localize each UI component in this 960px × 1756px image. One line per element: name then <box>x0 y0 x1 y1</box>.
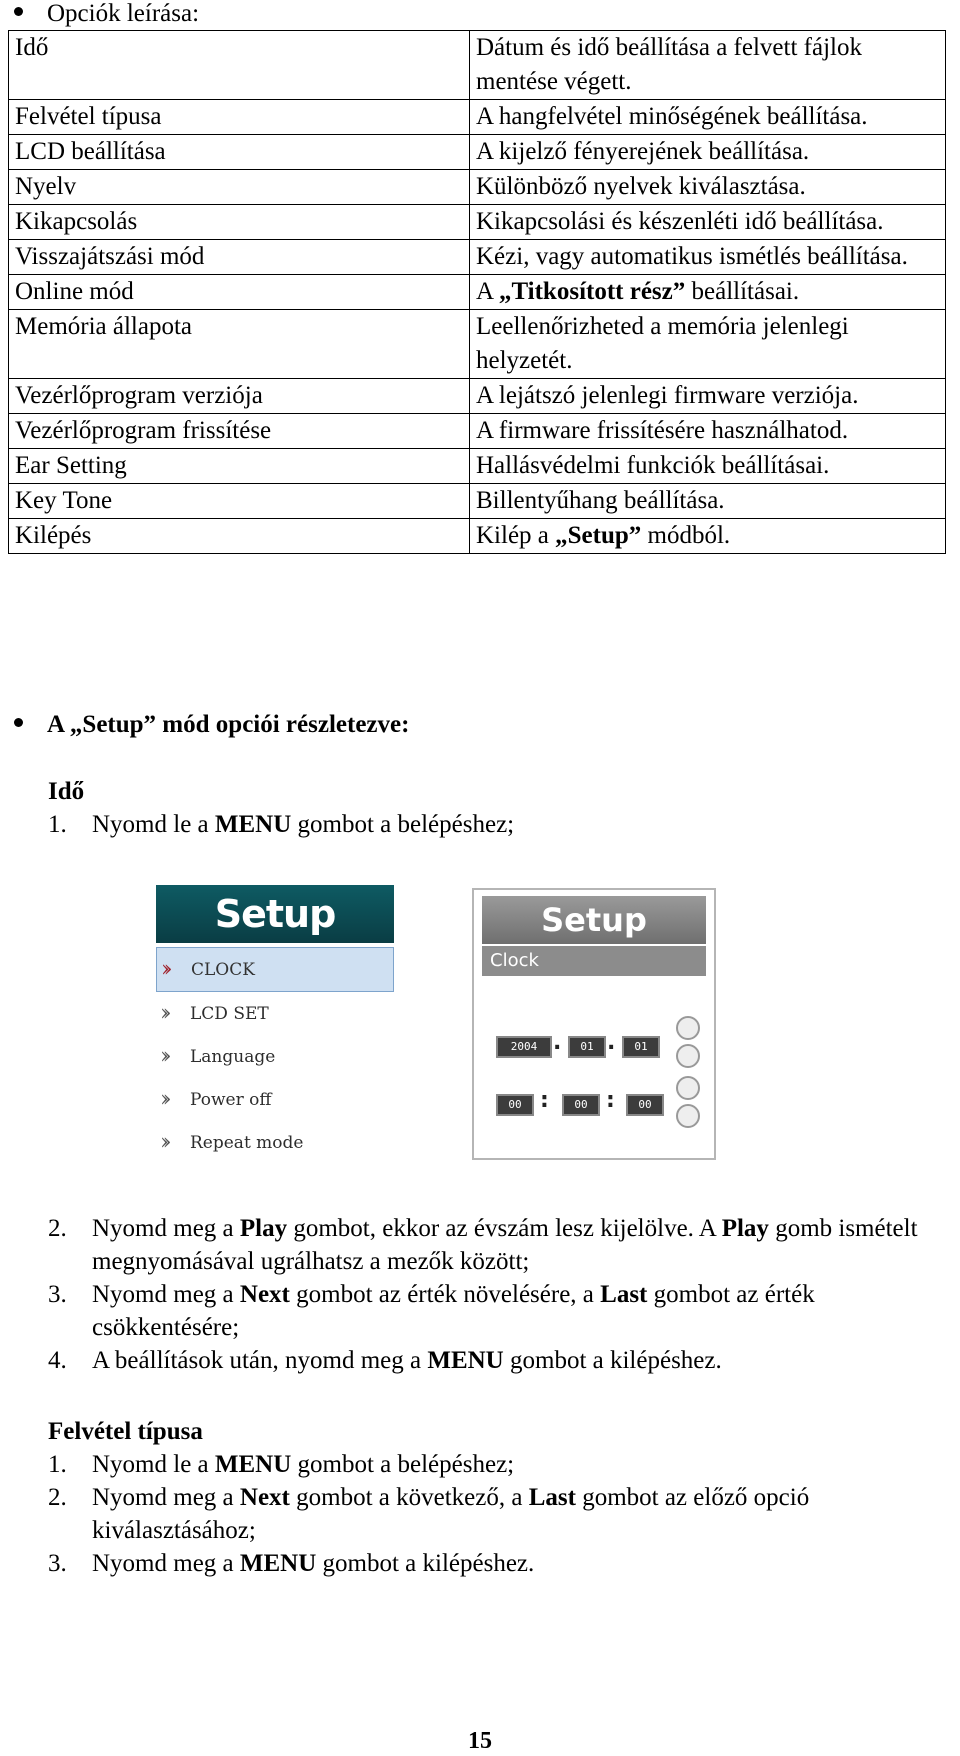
table-row <box>9 449 946 484</box>
option-description: A hangfelvétel minőségének beállítása. <box>470 100 946 135</box>
setup-heading: A „Setup” mód opciói részletezve: <box>47 711 410 738</box>
table-row <box>9 414 946 449</box>
table-row <box>9 484 946 519</box>
double-chevron-icon: ›› <box>160 1001 166 1026</box>
option-description: A „Titkosított rész” beállításai. <box>470 275 946 310</box>
step-number: 3. <box>48 1281 67 1308</box>
screenshot-title: Setup <box>482 896 706 944</box>
option-name: Memória állapota <box>9 310 470 379</box>
table-row <box>9 205 946 240</box>
option-name: LCD beállítása <box>9 135 470 170</box>
double-chevron-icon: ›› <box>160 1130 166 1155</box>
ido-steps-list <box>48 1212 948 1377</box>
option-name: Kikapcsolás <box>9 205 470 240</box>
knob-icon <box>676 1016 700 1040</box>
step-number: 3. <box>48 1550 67 1577</box>
step-number: 4. <box>48 1347 67 1374</box>
knob-icon <box>676 1044 700 1068</box>
time-second-box: 00 <box>626 1094 664 1116</box>
separator-dot: . <box>553 1030 562 1055</box>
step-text: Nyomd meg a MENU gombot a kilépéshez. <box>92 1550 535 1577</box>
knob-icon <box>676 1104 700 1128</box>
list-item <box>48 1344 948 1377</box>
list-item <box>48 1448 948 1481</box>
menu-item <box>156 992 394 1035</box>
option-description: A lejátszó jelenlegi firmware verziója. <box>470 379 946 414</box>
double-chevron-icon: ›› <box>160 1087 166 1112</box>
option-description: Különböző nyelvek kiválasztása. <box>470 170 946 205</box>
option-description: Kilép a „Setup” módból. <box>470 519 946 554</box>
table-row <box>9 519 946 554</box>
options-table <box>8 30 946 554</box>
option-name: Ear Setting <box>9 449 470 484</box>
table-row <box>9 31 946 100</box>
knob-icon <box>676 1076 700 1100</box>
step-number: 2. <box>48 1215 67 1242</box>
table-row <box>9 100 946 135</box>
option-description: Dátum és idő beállítása a felvett fájlok mentése végett. <box>470 31 946 100</box>
date-day-box: 01 <box>622 1036 660 1058</box>
table-row <box>9 275 946 310</box>
option-description: Billentyűhang beállítása. <box>470 484 946 519</box>
ido-step1-list <box>48 808 948 841</box>
intro-bullet <box>14 0 199 28</box>
screenshot-title: Setup <box>156 885 394 943</box>
time-hour-box: 00 <box>496 1094 534 1116</box>
screenshot-subtitle: Clock <box>482 946 706 976</box>
menu-item-label: LCD SET <box>190 1003 269 1024</box>
option-name: Vezérlőprogram verziója <box>9 379 470 414</box>
option-name: Vezérlőprogram frissítése <box>9 414 470 449</box>
list-item <box>48 1212 948 1278</box>
step-text: Nyomd le a MENU gombot a belépéshez; <box>92 1451 515 1478</box>
option-name: Visszajátszási mód <box>9 240 470 275</box>
time-minute-box: 00 <box>562 1094 600 1116</box>
bullet-icon <box>14 7 23 16</box>
menu-item <box>156 1035 394 1078</box>
option-name: Idő <box>9 31 470 100</box>
setup-heading-bullet <box>14 711 409 739</box>
table-row <box>9 240 946 275</box>
option-description: Kézi, vagy automatikus ismétlés beállítása. <box>470 240 946 275</box>
clock-screenshot <box>472 888 716 1160</box>
menu-item <box>156 947 394 992</box>
menu-item <box>156 1078 394 1121</box>
list-item: 1. Nyomd le a MENU gombot a belépéshez; <box>48 811 515 838</box>
option-name: Felvétel típusa <box>9 100 470 135</box>
option-description: Hallásvédelmi funkciók beállításai. <box>470 449 946 484</box>
menu-item <box>156 1121 394 1164</box>
table-row <box>9 379 946 414</box>
menu-item-label: Language <box>190 1046 276 1067</box>
page-number: 15 <box>468 1728 492 1754</box>
intro-text: Opciók leírása: <box>47 0 200 27</box>
date-month-box: 01 <box>568 1036 606 1058</box>
menu-item-label: Power off <box>190 1089 272 1110</box>
option-name: Key Tone <box>9 484 470 519</box>
list-item <box>48 1547 948 1580</box>
step-text: Nyomd meg a Next gombot az érték növelésére, a Last gombot az érték csökkentésére; <box>92 1281 815 1341</box>
section-title-felvetel: Felvétel típusa <box>48 1418 203 1445</box>
step-number: 2. <box>48 1484 67 1511</box>
step-text: A beállítások után, nyomd meg a MENU gombot a kilépéshez. <box>92 1347 722 1374</box>
bullet-icon <box>14 718 23 727</box>
table-row <box>9 135 946 170</box>
option-name: Online mód <box>9 275 470 310</box>
felvetel-steps-list <box>48 1448 948 1580</box>
list-item <box>48 1278 948 1344</box>
option-description: Kikapcsolási és készenléti idő beállítása. <box>470 205 946 240</box>
step-number: 1. <box>48 1451 67 1478</box>
date-year-box: 2004 <box>496 1036 552 1058</box>
option-description: Leellenőrizheted a memória jelenlegi helyzetét. <box>470 310 946 379</box>
option-description: A kijelző fényerejének beállítása. <box>470 135 946 170</box>
menu-item-label: CLOCK <box>191 959 255 980</box>
option-name: Kilépés <box>9 519 470 554</box>
setup-menu-screenshot <box>156 885 394 1170</box>
table-row <box>9 310 946 379</box>
step-text: Nyomd meg a Next gombot a következő, a Last gombot az előző opció kiválasztásához; <box>92 1484 810 1544</box>
option-name: Nyelv <box>9 170 470 205</box>
double-chevron-icon: ›› <box>160 1044 166 1069</box>
separator-colon: : <box>540 1088 549 1113</box>
step-text: Nyomd meg a Play gombot, ekkor az évszám lesz kijelölve. A Play gomb ismételt megnyomásával ugrálhatsz a mezők között; <box>92 1215 918 1275</box>
section-title-ido: Idő <box>48 778 85 805</box>
separator-dot: . <box>607 1030 616 1055</box>
option-description: A firmware frissítésére használhatod. <box>470 414 946 449</box>
double-chevron-icon: ›› <box>161 957 167 982</box>
menu-item-label: Repeat mode <box>190 1132 304 1153</box>
separator-colon: : <box>606 1088 615 1113</box>
table-row <box>9 170 946 205</box>
list-item <box>48 1481 948 1547</box>
